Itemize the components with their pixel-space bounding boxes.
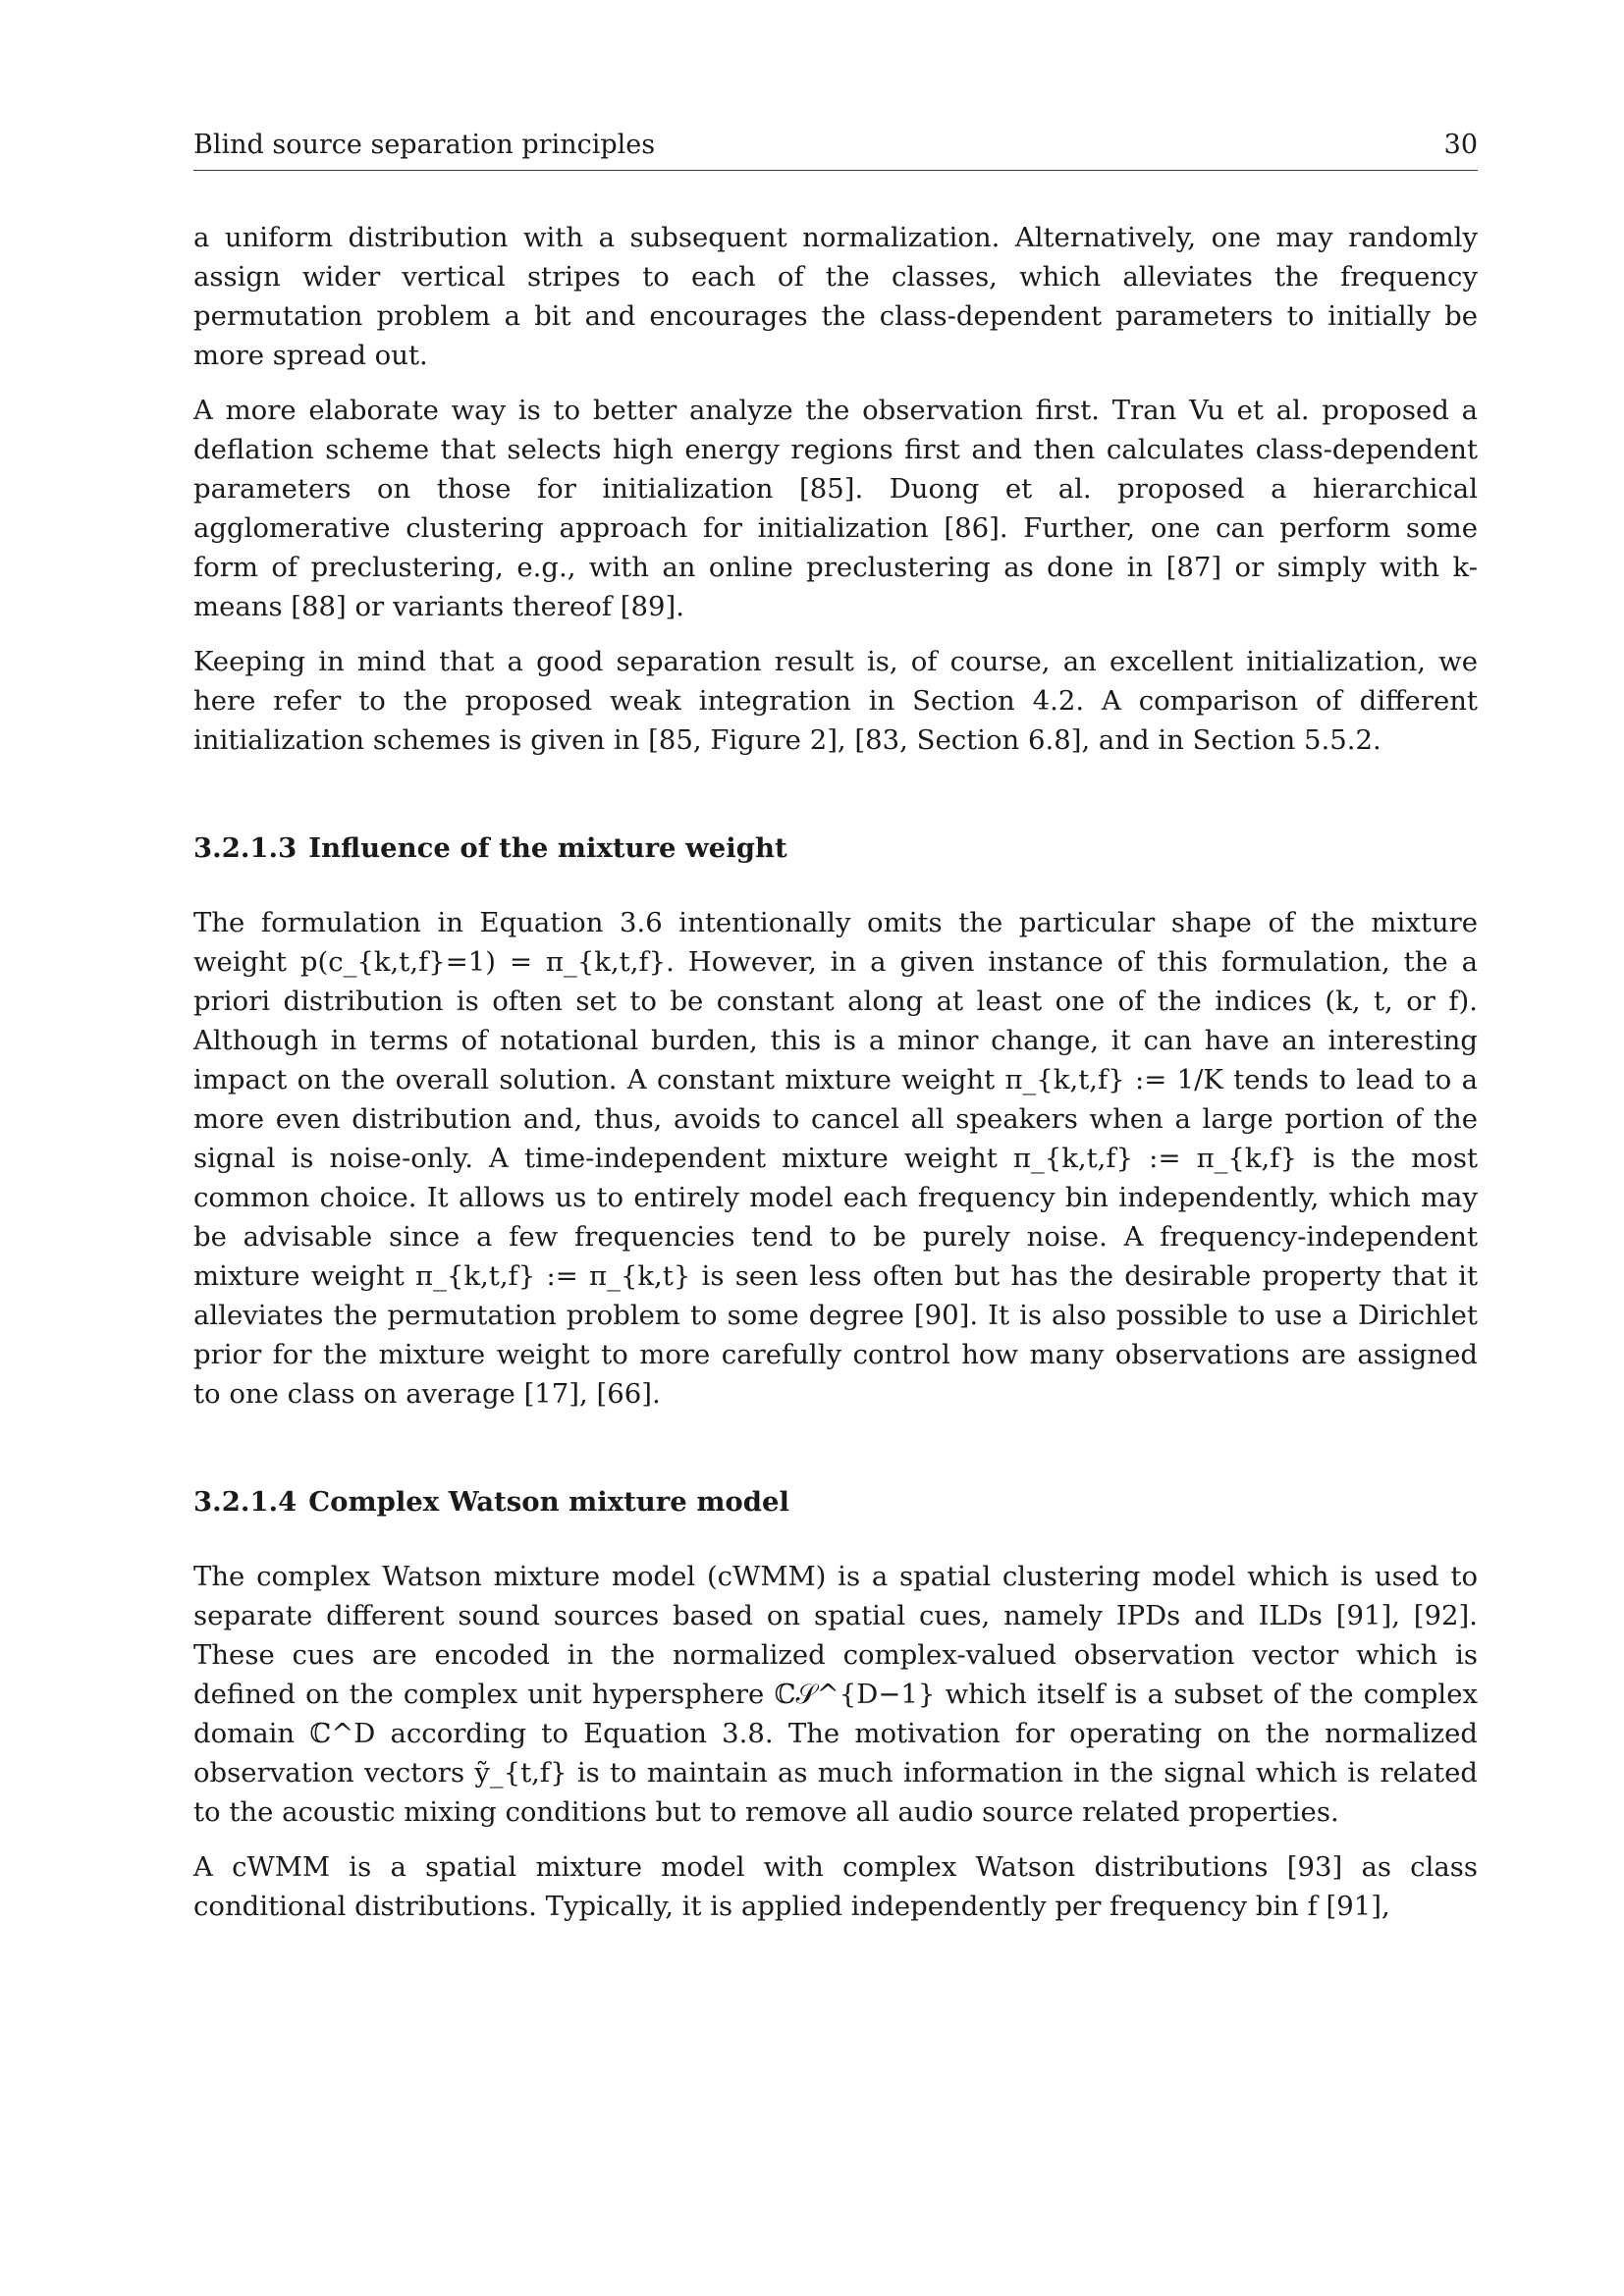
page-number: 30 bbox=[1443, 130, 1478, 160]
section-heading-mixture-weight bbox=[193, 828, 1478, 868]
running-header bbox=[193, 130, 1478, 171]
paragraph-initialization-random: a uniform distribution with a subsequent normalization. Alternatively, one may randomly assign wider vertical stripes to each of the classes, which alleviates the frequency permutation problem a bit and encourages the class-dependent parameters to initially be more spread out. bbox=[193, 222, 1478, 372]
section-number: 3.2.1.3 bbox=[193, 832, 298, 865]
paragraph-cwmm-intro: The complex Watson mixture model (cWMM) is a spatial clustering model which is used to separate different sound sources based on spatial cues, namely IPDs and ILDs [91], [92]. These cues are encoded in the normalized complex-valued observation vector which is defined on the complex unit hypersphere ℂ𝒮^{D−1} which itself is a subset of the complex domain ℂ^D according to Equation 3.8. The motivation for operating on the normalized observation vectors ỹ_{t,f} is to maintain as much information in the signal which is related to the acoustic mixing conditions but to remove all audio source related properties. bbox=[193, 1561, 1478, 1829]
body-text bbox=[193, 218, 1478, 1926]
running-title: Blind source separation principles bbox=[193, 130, 656, 160]
paragraph-initialization-elaborate: A more elaborate way is to better analyze the observation first. Tran Vu et al. proposed a deflation scheme that selects high energy regions first and then calculates class-dependent parameters on those for initialization [85]. Duong et al. proposed a hierarchical agglomerative clustering approach for initialization [86]. Further, one can perform some form of preclustering, e.g., with an online preclustering as done in [87] or simply with k-means [88] or variants thereof [89]. bbox=[193, 395, 1478, 623]
paragraph-initialization-comparison: Keeping in mind that a good separation result is, of course, an excellent initialization, we here refer to the proposed weak integration in Section 4.2. A comparison of different initialization schemes is given in [85, Figure 2], [83, Section 6.8], and in Section 5.5.2. bbox=[193, 646, 1478, 757]
section-title: Influence of the mixture weight bbox=[308, 832, 787, 865]
section-number: 3.2.1.4 bbox=[193, 1486, 298, 1519]
section-heading-cwmm bbox=[193, 1482, 1478, 1522]
page bbox=[193, 130, 1478, 1942]
section-title: Complex Watson mixture model bbox=[308, 1486, 789, 1519]
paragraph-cwmm-definition: A cWMM is a spatial mixture model with complex Watson distributions [93] as class conditional distributions. Typically, it is applied independently per frequency bin f [91], bbox=[193, 1851, 1478, 1923]
paragraph-mixture-weight: The formulation in Equation 3.6 intentionally omits the particular shape of the mixture weight p(c_{k,t,f}=1) = π_{k,t,f}. However, in a given instance of this formulation, the a priori distribution is often set to be constant along at least one of the indices (k, t, or f). Although in terms of notational burden, this is a minor change, it can have an interesting impact on the overall solution. A constant mixture weight π_{k,t,f} := 1/K tends to lead to a more even distribution and, thus, avoids to cancel all speakers when a large portion of the signal is noise-only. A time-independent mixture weight π_{k,t,f} := π_{k,f} is the most common choice. It allows us to entirely model each frequency bin independently, which may be advisable since a few frequencies tend to be purely noise. A frequency-independent mixture weight π_{k,t,f} := π_{k,t} is seen less often but has the desirable property that it alleviates the permutation problem to some degree [90]. It is also possible to use a Dirichlet prior for the mixture weight to more carefully control how many observations are assigned to one class on average [17], [66]. bbox=[193, 907, 1478, 1411]
